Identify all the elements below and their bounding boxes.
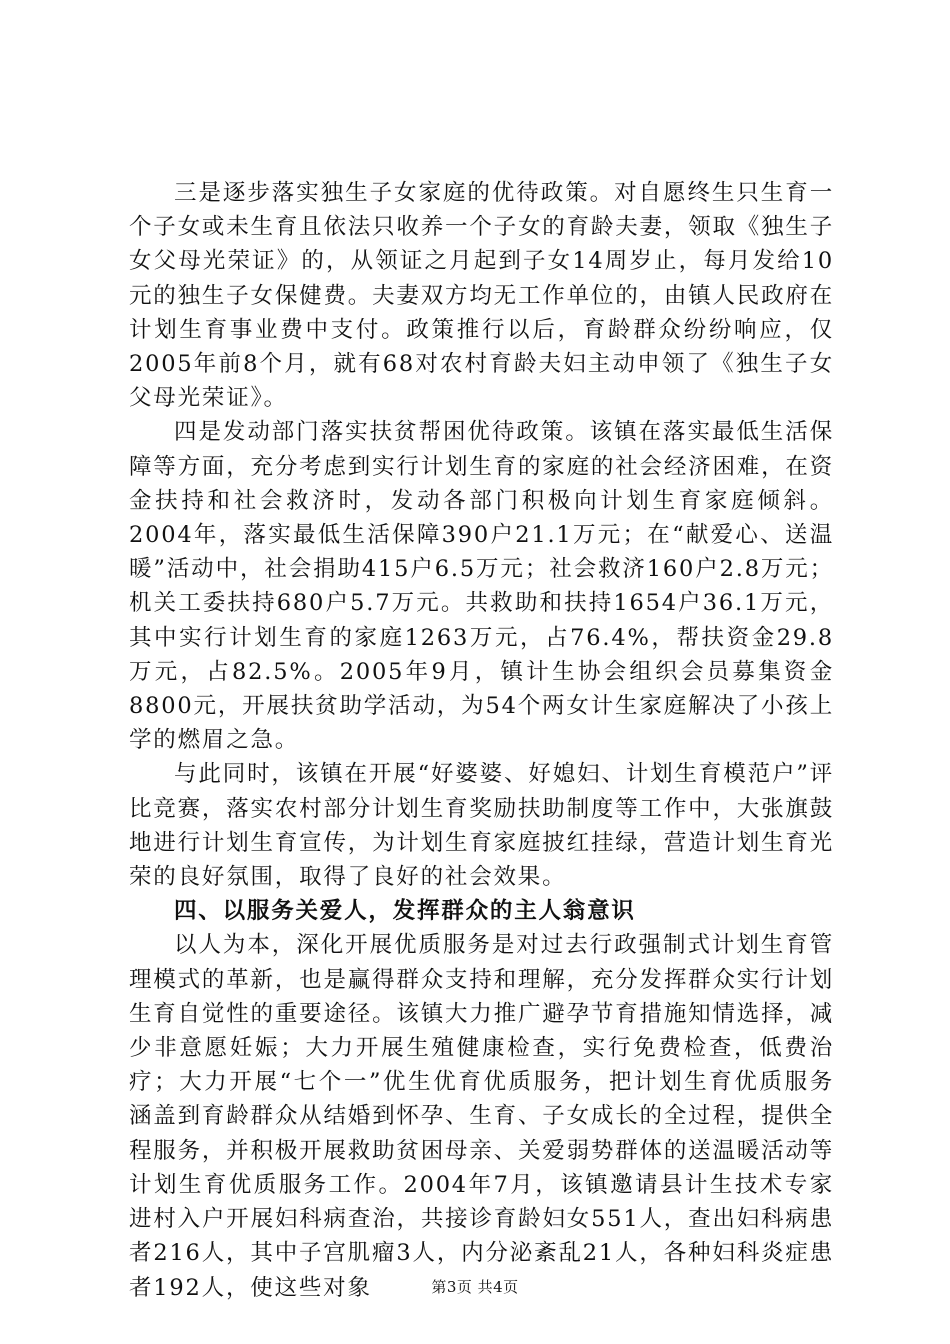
page-number: 第3页 共4页 — [431, 1278, 519, 1296]
body-paragraph: 以人为本，深化开展优质服务是对过去行政强制式计划生育管理模式的革新，也是赢得群众支持和理解，充分发挥群众实行计划生育自觉性的重要途径。该镇大力推广避孕节育措施知情选择，减少非意愿妊娠；大力开展生殖健康检查，实行免费检查，低费治疗；大力开展“七个一”优生优育优质服务，把计划生育优质服务涵盖到育龄群众从结婚到怀孕、生育、子女成长的全过程，提供全程服务，并积极开展救助贫困母亲、关爱弱势群体的送温暖活动等计划生育优质服务工作。2004年7月，该镇邀请县计生技术专家进村入户开展妇科病查治，共接诊育龄妇女551人，查出妇科病患者216人，其中子宫肌瘤3人，内分泌紊乱21人，各种妇科炎症患者192人，使这些对象 — [129, 932, 834, 1301]
body-paragraph: 三是逐步落实独生子女家庭的优待政策。对自愿终生只生育一个子女或未生育且依法只收养一个子女的育龄夫妻，领取《独生子女父母光荣证》的，从领证之月起到子女14周岁止，每月发给10元的独生子女保健费。夫妻双方均无工作单位的，由镇人民政府在计划生育事业费中支付。政策推行以后，育龄群众纷纷响应，仅2005年前8个月，就有68对农村育龄夫妇主动申领了《独生子女父母光荣证》。 — [129, 180, 834, 412]
section-heading: 四、以服务关爱人，发挥群众的主人翁意识 — [174, 898, 636, 925]
body-paragraph: 四是发动部门落实扶贫帮困优待政策。该镇在落实最低生活保障等方面，充分考虑到实行计划生育的家庭的社会经济困难，在资金扶持和社会救济时，发动各部门积极向计划生育家庭倾斜。2004年，落实最低生活保障390户21.1万元；在“献爱心、送温暖”活动中，社会捐助415户6.5万元；社会救济160户2.8万元；机关工委扶持680户5.7万元。共救助和扶持1654户36.1万元，其中实行计划生育的家庭1263万元，占76.4%，帮扶资金29.8万元，占82.5%。2005年9月，镇计生协会组织会员募集资金8800元，开展扶贫助学活动，为54个两女计生家庭解决了小孩上学的燃眉之急。 — [129, 419, 834, 754]
page-footer — [0, 1277, 950, 1297]
document-body — [129, 176, 834, 1305]
body-paragraph: 与此同时，该镇在开展“好婆婆、好媳妇、计划生育模范户”评比竞赛，落实农村部分计划生育奖励扶助制度等工作中，大张旗鼓地进行计划生育宣传，为计划生育家庭披红挂绿，营造计划生育光荣的良好氛围，取得了良好的社会效果。 — [129, 761, 834, 891]
